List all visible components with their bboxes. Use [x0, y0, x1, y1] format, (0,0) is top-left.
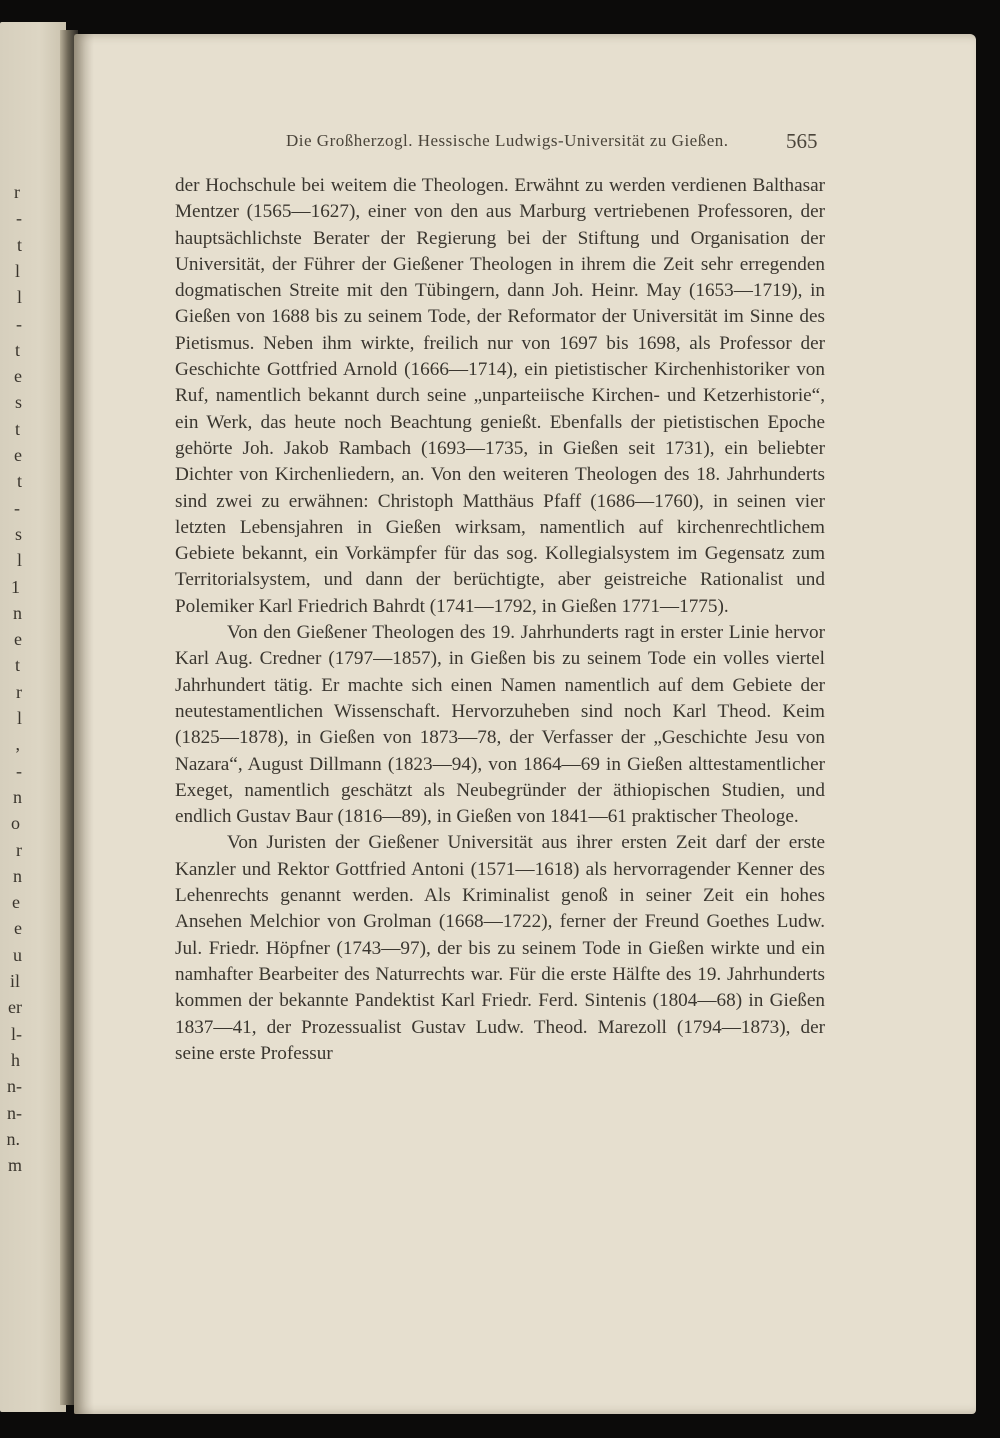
facing-page-fragment: n- [7, 1102, 22, 1123]
body-text [175, 173, 825, 1067]
facing-page-fragment: - [14, 497, 20, 518]
facing-page [0, 22, 66, 1412]
facing-page-fragment: l [16, 287, 22, 308]
facing-page-fragment: e [14, 366, 22, 387]
facing-page-fragment: l [16, 550, 22, 571]
facing-page-fragment: n [13, 865, 22, 886]
facing-page-fragment: 1 [11, 576, 20, 597]
facing-page-fragment: - [16, 760, 22, 781]
facing-page-fragment: n. [6, 1128, 20, 1149]
facing-page-fragment: - [16, 208, 22, 229]
paragraph-theologians-19th-century: Von den Gießener Theologen des 19. Jahrhunderts ragt in erster Linie hervor Karl Aug. Credner (1797—1857), in Gießen bis zu seinem Tode ein volles viertel Jahrhundert tätig. Er machte sich einen Namen namentlich auf dem Gebiete der neutestamentlichen Wissenschaft. Hervorzuheben sind noch Karl Theod. Keim (1825—1878), in Gießen von 1873—78, der Verfasser der „Geschichte Jesu von Nazara“, August Dillmann (1823—94), von 1864—69 in Gießen alttestamentlicher Exeget, namentlich geschätzt als Neubegründer der äthiopischen Studien, und endlich Gustav Baur (1816—89), in Gießen von 1841—61 praktischer Theologe. [175, 622, 825, 828]
facing-page-fragment: n [13, 786, 22, 807]
facing-page-fragment: t [14, 339, 20, 360]
facing-page-fragment: h [11, 1049, 20, 1070]
facing-page-fragment: s [14, 523, 22, 544]
facing-page-fragment: il [9, 971, 20, 991]
running-head: Die Großherzogl. Hessische Ludwigs-Universität zu Gießen. [286, 131, 729, 150]
facing-page-fragment: er [8, 997, 22, 1018]
facing-page-fragment: t [14, 418, 20, 439]
facing-page-fragment: , [15, 734, 20, 755]
facing-page-fragment: m [7, 1155, 22, 1176]
facing-page-fragment: e [12, 892, 20, 913]
page-shadow [74, 34, 94, 1414]
facing-page-fragment: s [14, 392, 22, 413]
facing-page-fragment: o [11, 813, 20, 834]
facing-page-fragment: - [16, 313, 22, 334]
book-page [74, 34, 976, 1414]
facing-page-fragment: u [13, 944, 22, 965]
facing-page-fragment: e [14, 445, 22, 465]
facing-page-fragment: r [16, 839, 22, 860]
facing-page-fragment: e [14, 629, 22, 650]
facing-page-fragment: l- [11, 1023, 22, 1044]
facing-page-fragment: n- [7, 1076, 22, 1097]
facing-page-fragment: t [16, 471, 22, 492]
page-number: 565 [786, 129, 818, 153]
facing-page-fragment: r [14, 182, 20, 202]
paragraph-theologians-early: der Hochschule bei weitem die Theologen. Erwähnt zu werden verdienen Balthasar Mentzer (1565—1627), einer von den aus Marburg vertriebenen Professoren, der hauptsächlichste Berater der Regierung bei der Stiftung und Organisation der Universität, der Führer der Gießener Theologen in ihrem die Zeit sehr erregenden dogmatischen Streite mit den Tübingern, dann Joh. Heinr. May (1653—1719), in Gießen von 1688 bis zu seinem Tode, der Reformator der Universität im Sinne des Pietismus. Neben ihm wirkte, freilich nur von 1697 bis 1698, als Professor der Geschichte Gottfried Arnold (1666—1714), ein pietistischer Kirchenhistoriker von Ruf, namentlich bekannt durch seine „unparteiische Kirchen- und Ketzerhistorie“, ein Werk, das heute noch Beachtung genießt. Ebenfalls der pietistischen Epoche gehörte Joh. Jakob Rambach (1693—1735, in Gießen seit 1731), ein beliebter Dichter von Kirchenliedern, an. Von den weiteren Theologen des 18. Jahrhunderts sind zwei zu erwähnen: Christoph Matthäus Pfaff (1686—1760), in seinen vier letzten Lebensjahren in Gießen wirksam, namentlich auf kirchenrechtlichem Gebiete bekannt, ein Vorkämpfer für das sog. Kollegialsystem im Gegensatz zum Territorialsystem, und dann der berüchtigte, aber geistreiche Rationalist und Polemiker Karl Friedrich Bahrdt (1741—1792, in Gießen 1771—1775). [175, 175, 825, 617]
facing-page-fragment: r [16, 681, 22, 702]
facing-page-fragment: e [14, 918, 22, 939]
facing-page-fragment: t [16, 234, 22, 255]
facing-page-fragment: t [14, 655, 20, 676]
facing-page-fragment: l [14, 260, 20, 281]
paragraph-jurists: Von Juristen der Gießener Universität aus ihrer ersten Zeit darf der erste Kanzler und Rektor Gottfried Antoni (1571—1618) als hervorragender Kenner des Lehenrechts genannt werden. Als Kriminalist genoß in seiner Zeit ein hohes Ansehen Melchior von Grolman (1668—1722), ferner der Freund Goethes Ludw. Jul. Friedr. Höpfner (1743—97), der bis zu seinem Tode in Gießen wirkte und ein namhafter Bearbeiter des Naturrechts war. Für die erste Hälfte des 19. Jahrhunderts kommen der bekannte Pandektist Karl Friedr. Ferd. Sintenis (1804—68) in Gießen 1837—41, der Prozessualist Gustav Ludw. Theod. Marezoll (1794—1873), der seine erste Professur [175, 832, 825, 1064]
facing-page-fragment: l [16, 708, 22, 728]
facing-page-fragment: n [13, 602, 22, 623]
